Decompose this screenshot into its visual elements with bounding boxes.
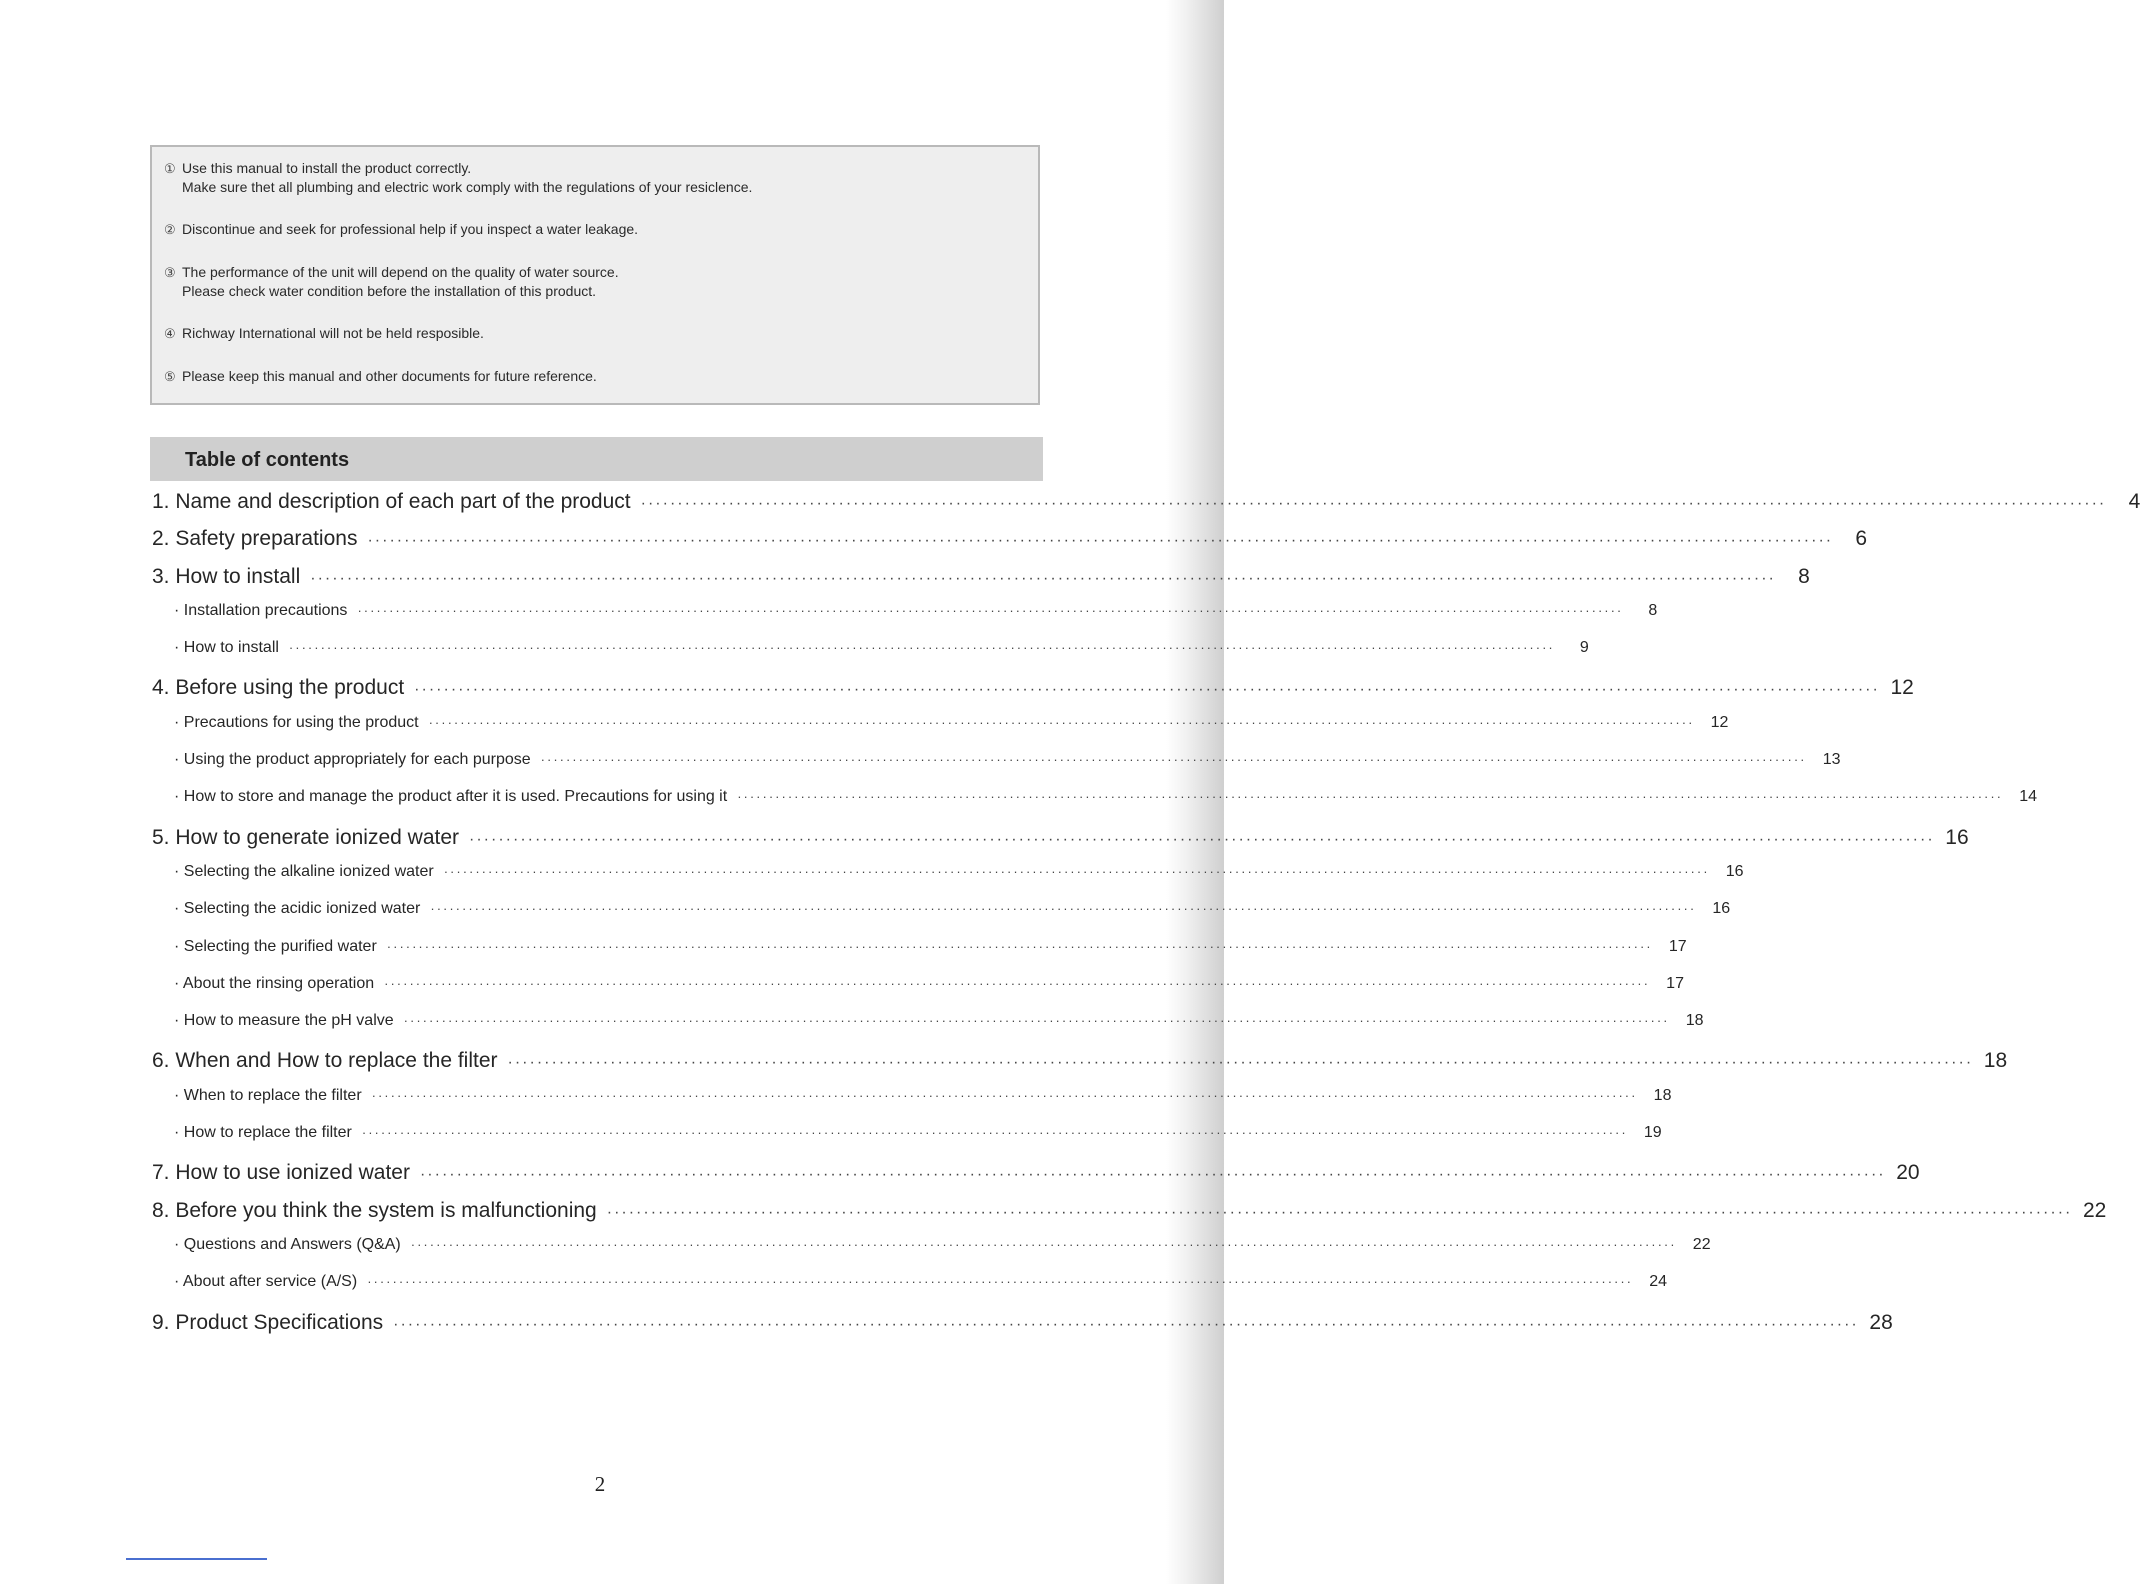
toc-entry[interactable] xyxy=(150,601,1658,639)
toc-entry[interactable] xyxy=(150,490,2140,527)
toc-entry-page: 8 xyxy=(1798,564,1810,588)
notice-text: Please check water condition before the installation of this product. xyxy=(182,283,597,299)
toc-entry-page: 16 xyxy=(1945,825,1969,849)
notice-box xyxy=(150,145,1040,405)
toc-entry-label: · Selecting the alkaline ionized water xyxy=(174,862,434,880)
toc-entry-page: 9 xyxy=(1579,639,1589,657)
notice-item xyxy=(164,159,1022,196)
toc-entry-page: 17 xyxy=(1666,974,1684,992)
toc-leader-dots: ········································································································································································································ xyxy=(540,752,1807,768)
toc-entry-label: · Selecting the purified water xyxy=(174,937,377,955)
toc-title: Table of contents xyxy=(150,437,1043,481)
toc-entry-label: 1. Name and description of each part of the product xyxy=(152,490,631,513)
toc-entry[interactable] xyxy=(150,900,1731,937)
toc-entry-label: 2. Safety preparations xyxy=(152,527,358,551)
toc-leader-dots: ········································································································································································································ xyxy=(367,532,1834,550)
toc-entry-page: 12 xyxy=(1890,676,1914,700)
toc-entry-label: 4. Before using the product xyxy=(152,676,405,700)
toc-leader-dots: ········································································································································································································ xyxy=(310,569,1776,587)
toc-entry-page: 18 xyxy=(1685,1012,1704,1030)
notice-item xyxy=(164,263,1022,300)
toc-entry-page: 12 xyxy=(1710,713,1729,731)
toc-entry-label: · How to replace the filter xyxy=(174,1124,352,1142)
toc-entry[interactable] xyxy=(150,1273,1668,1310)
toc-entry[interactable] xyxy=(150,751,1841,788)
toc-entry-page: 16 xyxy=(1712,900,1731,918)
toc-entry-page: 18 xyxy=(1983,1049,2008,1073)
notice-text: Make sure thet all plumbing and electric work comply with the regulations of your resiclence. xyxy=(182,179,753,195)
toc-entry[interactable] xyxy=(150,974,1684,1012)
toc-leader-dots: ········································································································································································································ xyxy=(367,1274,1634,1290)
toc-entry[interactable] xyxy=(150,1161,1920,1198)
toc-entry[interactable] xyxy=(150,1235,1711,1273)
toc-entry-page: 6 xyxy=(1855,527,1868,551)
toc-leader-dots: ········································································································································································································ xyxy=(384,975,1650,991)
toc-entry-label: 3. How to install xyxy=(152,564,301,588)
toc-entry-page: 4 xyxy=(2128,490,2140,513)
notice-text: Richway International will not be held resposible. xyxy=(182,325,484,341)
toc-leader-dots: ········································································································································································································ xyxy=(469,830,1935,848)
toc-entry-label: · How to measure the pH valve xyxy=(174,1012,394,1030)
toc-entry[interactable] xyxy=(150,788,2038,825)
toc-leader-dots: ········································································································································································································ xyxy=(640,495,2107,512)
notice-text: Please keep this manual and other documents for future reference. xyxy=(182,368,597,384)
toc-entry-label: 7. How to use ionized water xyxy=(152,1161,410,1185)
notice-number: ② xyxy=(164,222,176,237)
toc-entry-label: · Precautions for using the product xyxy=(174,713,419,731)
toc-entry-page: 20 xyxy=(1896,1161,1920,1185)
toc-leader-dots: ········································································································································································································ xyxy=(430,901,1697,917)
footer-rule xyxy=(126,1558,267,1560)
toc-entry[interactable] xyxy=(150,1198,2107,1236)
toc-leader-dots: ········································································································································································································ xyxy=(414,681,1880,699)
toc-entry-label: · How to store and manage the product after it is used. Precautions for using it xyxy=(174,788,728,806)
toc-entry-page: 19 xyxy=(1643,1124,1662,1142)
toc-entry-label: 6. When and How to replace the filter xyxy=(152,1049,498,1073)
toc-entry[interactable] xyxy=(150,862,1744,900)
toc-entry[interactable] xyxy=(150,527,1868,564)
notice-number: ③ xyxy=(164,265,176,280)
toc-entry-page: 22 xyxy=(2083,1198,2107,1222)
notice-item xyxy=(164,324,1022,343)
toc-leader-dots: ········································································································································································································ xyxy=(507,1054,1974,1072)
toc-leader-dots: ········································································································································································································ xyxy=(361,1125,1628,1141)
notice-text: Discontinue and seek for professional help if you inspect a water leakage. xyxy=(182,221,639,237)
toc-entry[interactable] xyxy=(150,1086,1672,1124)
notice-item xyxy=(164,220,1022,239)
notice-text: Use this manual to install the product correctly. xyxy=(182,160,472,176)
toc-leader-dots: ········································································································································································································ xyxy=(737,789,2004,805)
toc-entry-label: · About the rinsing operation xyxy=(174,974,375,992)
toc-entry-page: 16 xyxy=(1725,862,1744,880)
toc-entry[interactable] xyxy=(150,1310,1893,1348)
toc-entry[interactable] xyxy=(150,564,1810,602)
toc-entry[interactable] xyxy=(150,937,1687,975)
toc-entry[interactable] xyxy=(150,639,1589,676)
toc-entry-page: 14 xyxy=(2019,788,2038,806)
toc-entry[interactable] xyxy=(150,825,1969,863)
toc-entry-label: · Questions and Answers (Q&A) xyxy=(174,1235,401,1253)
toc-leader-dots: ········································································································································································································ xyxy=(386,938,1653,954)
toc-entry-label: · Selecting the acidic ionized water xyxy=(174,900,421,918)
toc-entry[interactable] xyxy=(150,713,1729,751)
toc-leader-dots: ········································································································································································································ xyxy=(371,1087,1638,1103)
toc-leader-dots: ········································································································································································································ xyxy=(443,863,1710,879)
toc-entry-label: · How to install xyxy=(174,639,279,657)
toc-entry-page: 28 xyxy=(1869,1310,1893,1334)
toc-entry-label: 8. Before you think the system is malfunctioning xyxy=(152,1198,597,1222)
toc-leader-dots: ········································································································································································································ xyxy=(428,714,1695,730)
notice-number: ① xyxy=(164,161,176,176)
toc-entry-page: 8 xyxy=(1648,601,1658,619)
toc-leader-dots: ········································································································································································································ xyxy=(288,640,1555,656)
toc-leader-dots: ········································································································································································································ xyxy=(403,1013,1670,1029)
toc-leader-dots: ········································································································································································································ xyxy=(606,1203,2073,1221)
toc-entry-page: 17 xyxy=(1668,937,1687,955)
toc-entry-page: 13 xyxy=(1822,751,1841,769)
toc-leader-dots: ········································································································································································································ xyxy=(357,602,1624,618)
toc-entry-label: 9. Product Specifications xyxy=(152,1310,384,1334)
toc-entry-label: · About after service (A/S) xyxy=(174,1273,358,1291)
toc-leader-dots: ········································································································································································································ xyxy=(393,1315,1859,1333)
toc-entry-page: 22 xyxy=(1692,1235,1711,1253)
toc-entry-page: 24 xyxy=(1649,1273,1668,1291)
toc-entry-page: 18 xyxy=(1653,1086,1672,1104)
toc-entry[interactable] xyxy=(150,676,1914,713)
page-number: 2 xyxy=(594,1472,606,1496)
toc-leader-dots: ········································································································································································································ xyxy=(410,1236,1677,1252)
toc-entry[interactable] xyxy=(150,1012,1704,1049)
notice-text: The performance of the unit will depend on the quality of water source. xyxy=(182,264,619,280)
toc-entry-label: · Using the product appropriately for each purpose xyxy=(174,751,531,769)
toc-entry-label: · Installation precautions xyxy=(174,601,348,619)
toc-entry[interactable] xyxy=(150,1124,1662,1161)
toc-leader-dots: ········································································································································································································ xyxy=(419,1166,1886,1184)
toc-list xyxy=(150,490,2140,1348)
notice-item xyxy=(164,367,1022,386)
notice-number: ⑤ xyxy=(164,369,176,384)
toc-entry-label: · When to replace the filter xyxy=(174,1086,362,1104)
toc-entry[interactable] xyxy=(150,1049,2008,1086)
toc-entry-label: 5. How to generate ionized water xyxy=(152,825,460,849)
notice-number: ④ xyxy=(164,326,176,341)
